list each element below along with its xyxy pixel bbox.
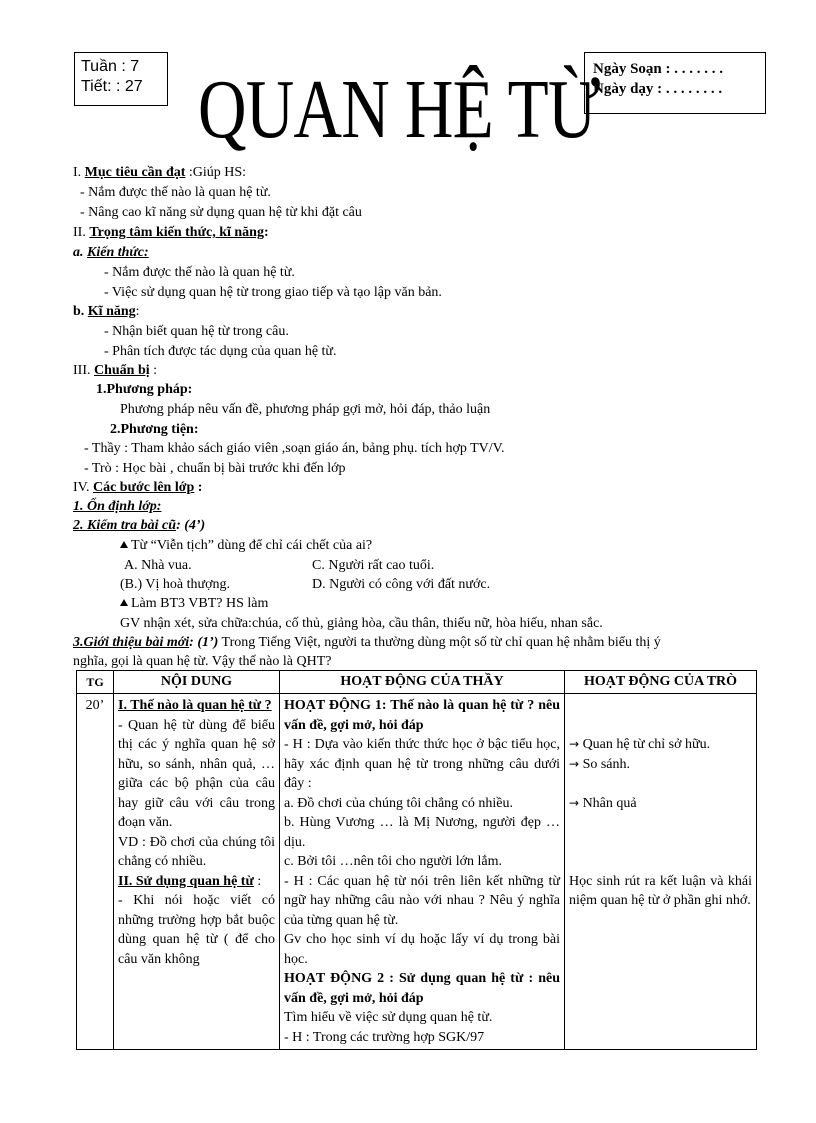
- knowledge-heading: a. Kiến thức:: [73, 245, 149, 260]
- page-title: QUAN HỆ TỪ: [198, 63, 600, 156]
- header-student: HOẠT ĐỘNG CỦA TRÒ: [565, 671, 757, 694]
- step-1: 1. Ổn định lớp:: [73, 499, 162, 514]
- student-answer-2: → So sánh.: [569, 756, 631, 772]
- section-2-body: - Khi nói hoặc viết có những trường hợp bắt buộc dùng quan hệ từ ( để cho câu văn không: [118, 893, 275, 967]
- prep-date: Ngày Soạn : . . . . . . .: [593, 61, 724, 77]
- time-cell: 20’: [85, 698, 105, 713]
- triangle-bullet-icon: [120, 599, 128, 606]
- option-d: D. Người có công với đất nước.: [312, 577, 491, 592]
- student-answer-1: → Quan hệ từ chỉ sở hữu.: [569, 737, 711, 752]
- section-1-body: - Quan hệ từ dùng để biểu thị các ý nghĩa quan hệ sở hữu, so sánh, nhân quả, … giữa các bộ phận của câu hay giữ câu với câu trong đoạn văn.: [118, 717, 275, 830]
- week-label: Tuần : 7: [81, 58, 140, 75]
- question-2: Làm BT3 VBT? HS làm: [120, 594, 268, 613]
- method-title: 1.Phương pháp:: [96, 382, 193, 397]
- teacher-note: Gv cho học sinh ví dụ hoặc lấy ví dụ trong bài học.: [284, 932, 560, 967]
- skill-item: - Nhận biết quan hệ từ trong câu.: [104, 324, 289, 339]
- option-b: (B.) Vị hoà thượng.: [120, 577, 231, 592]
- content-cell: [114, 694, 279, 971]
- steps-heading: IV. Các bước lên lớp :: [73, 480, 203, 495]
- option-a: A. Nhà vua.: [124, 558, 192, 573]
- skill-item: - Phân tích được tác dụng của quan hệ từ.: [104, 344, 337, 359]
- option-c: C. Người rất cao tuổi.: [312, 558, 435, 573]
- table-header-row: [77, 671, 757, 694]
- find-out: Tìm hiểu về việc sử dụng quan hệ từ.: [284, 1010, 493, 1025]
- date-box: [584, 52, 766, 114]
- step-2: 2. Kiểm tra bài cũ: (4’): [73, 518, 206, 533]
- sentence-c: c. Bởi tôi …nên tôi cho người lớn lắm.: [284, 854, 502, 869]
- teach-date: Ngày dạy : . . . . . . . .: [593, 81, 723, 97]
- objective-item: - Nâng cao kĩ năng sử dụng quan hệ từ khi đặt câu: [80, 205, 362, 220]
- arrow-right-icon: →: [569, 756, 580, 771]
- activity-1: HOẠT ĐỘNG 1: Thế nào là quan hệ từ ? nêu vấn đề, gợi mở, hỏi đáp: [284, 698, 560, 733]
- section-1-title: I. Thế nào là quan hệ từ ?: [118, 698, 272, 713]
- preparation-heading: III. Chuẩn bị :: [73, 363, 158, 378]
- student-means: - Trò : Học bài , chuẩn bị bài trước khi đến lớp: [84, 461, 346, 476]
- knowledge-item: - Việc sử dụng quan hệ từ trong giao tiếp và tạo lập văn bản.: [104, 285, 442, 300]
- skills-heading: b. Kĩ năng:: [73, 304, 140, 319]
- student-conclusion: Học sinh rút ra kết luận và khái niệm quan hệ từ ở phần ghi nhớ.: [569, 873, 752, 908]
- knowledge-item: - Nắm được thế nào là quan hệ từ.: [104, 265, 295, 280]
- header-time: TG: [77, 671, 114, 694]
- question-1: Từ “Viễn tịch” dùng để chỉ cái chết của ai?: [120, 536, 372, 555]
- week-box: [74, 52, 168, 106]
- triangle-bullet-icon: [120, 541, 128, 548]
- teacher-cell: [280, 694, 564, 1049]
- table-row: [77, 694, 757, 1050]
- teacher-question-2: - H : Các quan hệ từ nói trên liên kết những từ ngữ hay những câu nào với nhau ? Nêu ý nghĩa của từng quan hệ từ.: [284, 873, 560, 928]
- section-2-title: II. Sử dụng quan hệ từ :: [118, 873, 262, 889]
- activity-2: HOẠT ĐỘNG 2 : Sử dụng quan hệ từ : nêu vấn đề, gợi mở, hỏi đáp: [284, 971, 560, 1006]
- method-text: Phương pháp nêu vấn đề, phương pháp gợi mở, hỏi đáp, thảo luận: [120, 402, 491, 417]
- period-label: Tiết: : 27: [81, 78, 143, 95]
- teacher-means: - Thầy : Tham khảo sách giáo viên ,soạn giáo án, bảng phụ. tích hợp TV/V.: [84, 441, 505, 456]
- sentence-a: a. Đồ chơi của chúng tôi chẳng có nhiều.: [284, 795, 513, 811]
- student-cell: [565, 694, 756, 913]
- sentence-b: b. Hùng Vương … là Mị Nương, người đẹp … dịu.: [284, 815, 560, 850]
- student-answer-3: → Nhân quả: [569, 795, 637, 811]
- lesson-table: [76, 670, 757, 1050]
- objective-item: - Nắm được thế nào là quan hệ từ.: [80, 185, 271, 200]
- arrow-right-icon: →: [569, 737, 580, 751]
- arrow-right-icon: →: [569, 795, 580, 810]
- teacher-feedback: GV nhận xét, sửa chữa:chúa, cố thủ, giảng hòa, cầu thân, thiếu nữ, hòa hiếu, nhan sắc.: [120, 616, 603, 631]
- objectives-heading: I. Mục tiêu cần đạt :Giúp HS:: [73, 165, 247, 180]
- teacher-question-3: - H : Trong các trường hợp SGK/97: [284, 1029, 485, 1045]
- teacher-question-1: - H : Dựa vào kiến thức thức học ở bậc tiểu học, hãy xác định quan hệ từ trong những câu dưới đây :: [284, 737, 560, 791]
- example: VD : Đồ chơi của chúng tôi chẳng có nhiều.: [118, 834, 275, 869]
- means-title: 2.Phương tiện:: [110, 422, 199, 437]
- header-teacher: HOẠT ĐỘNG CỦA THẦY: [280, 671, 565, 694]
- step-3: 3.Giới thiệu bài mới: (1’) Trong Tiếng Việt, người ta thường dùng một số từ chỉ quan hệ nhằm biểu thị ý: [73, 635, 661, 650]
- header-content: NỘI DUNG: [114, 671, 280, 694]
- step-3-continued: nghĩa, gọi là quan hệ từ. Vậy thế nào là QHT?: [73, 654, 332, 669]
- focus-heading: II. Trọng tâm kiến thức, kĩ năng:: [73, 225, 269, 240]
